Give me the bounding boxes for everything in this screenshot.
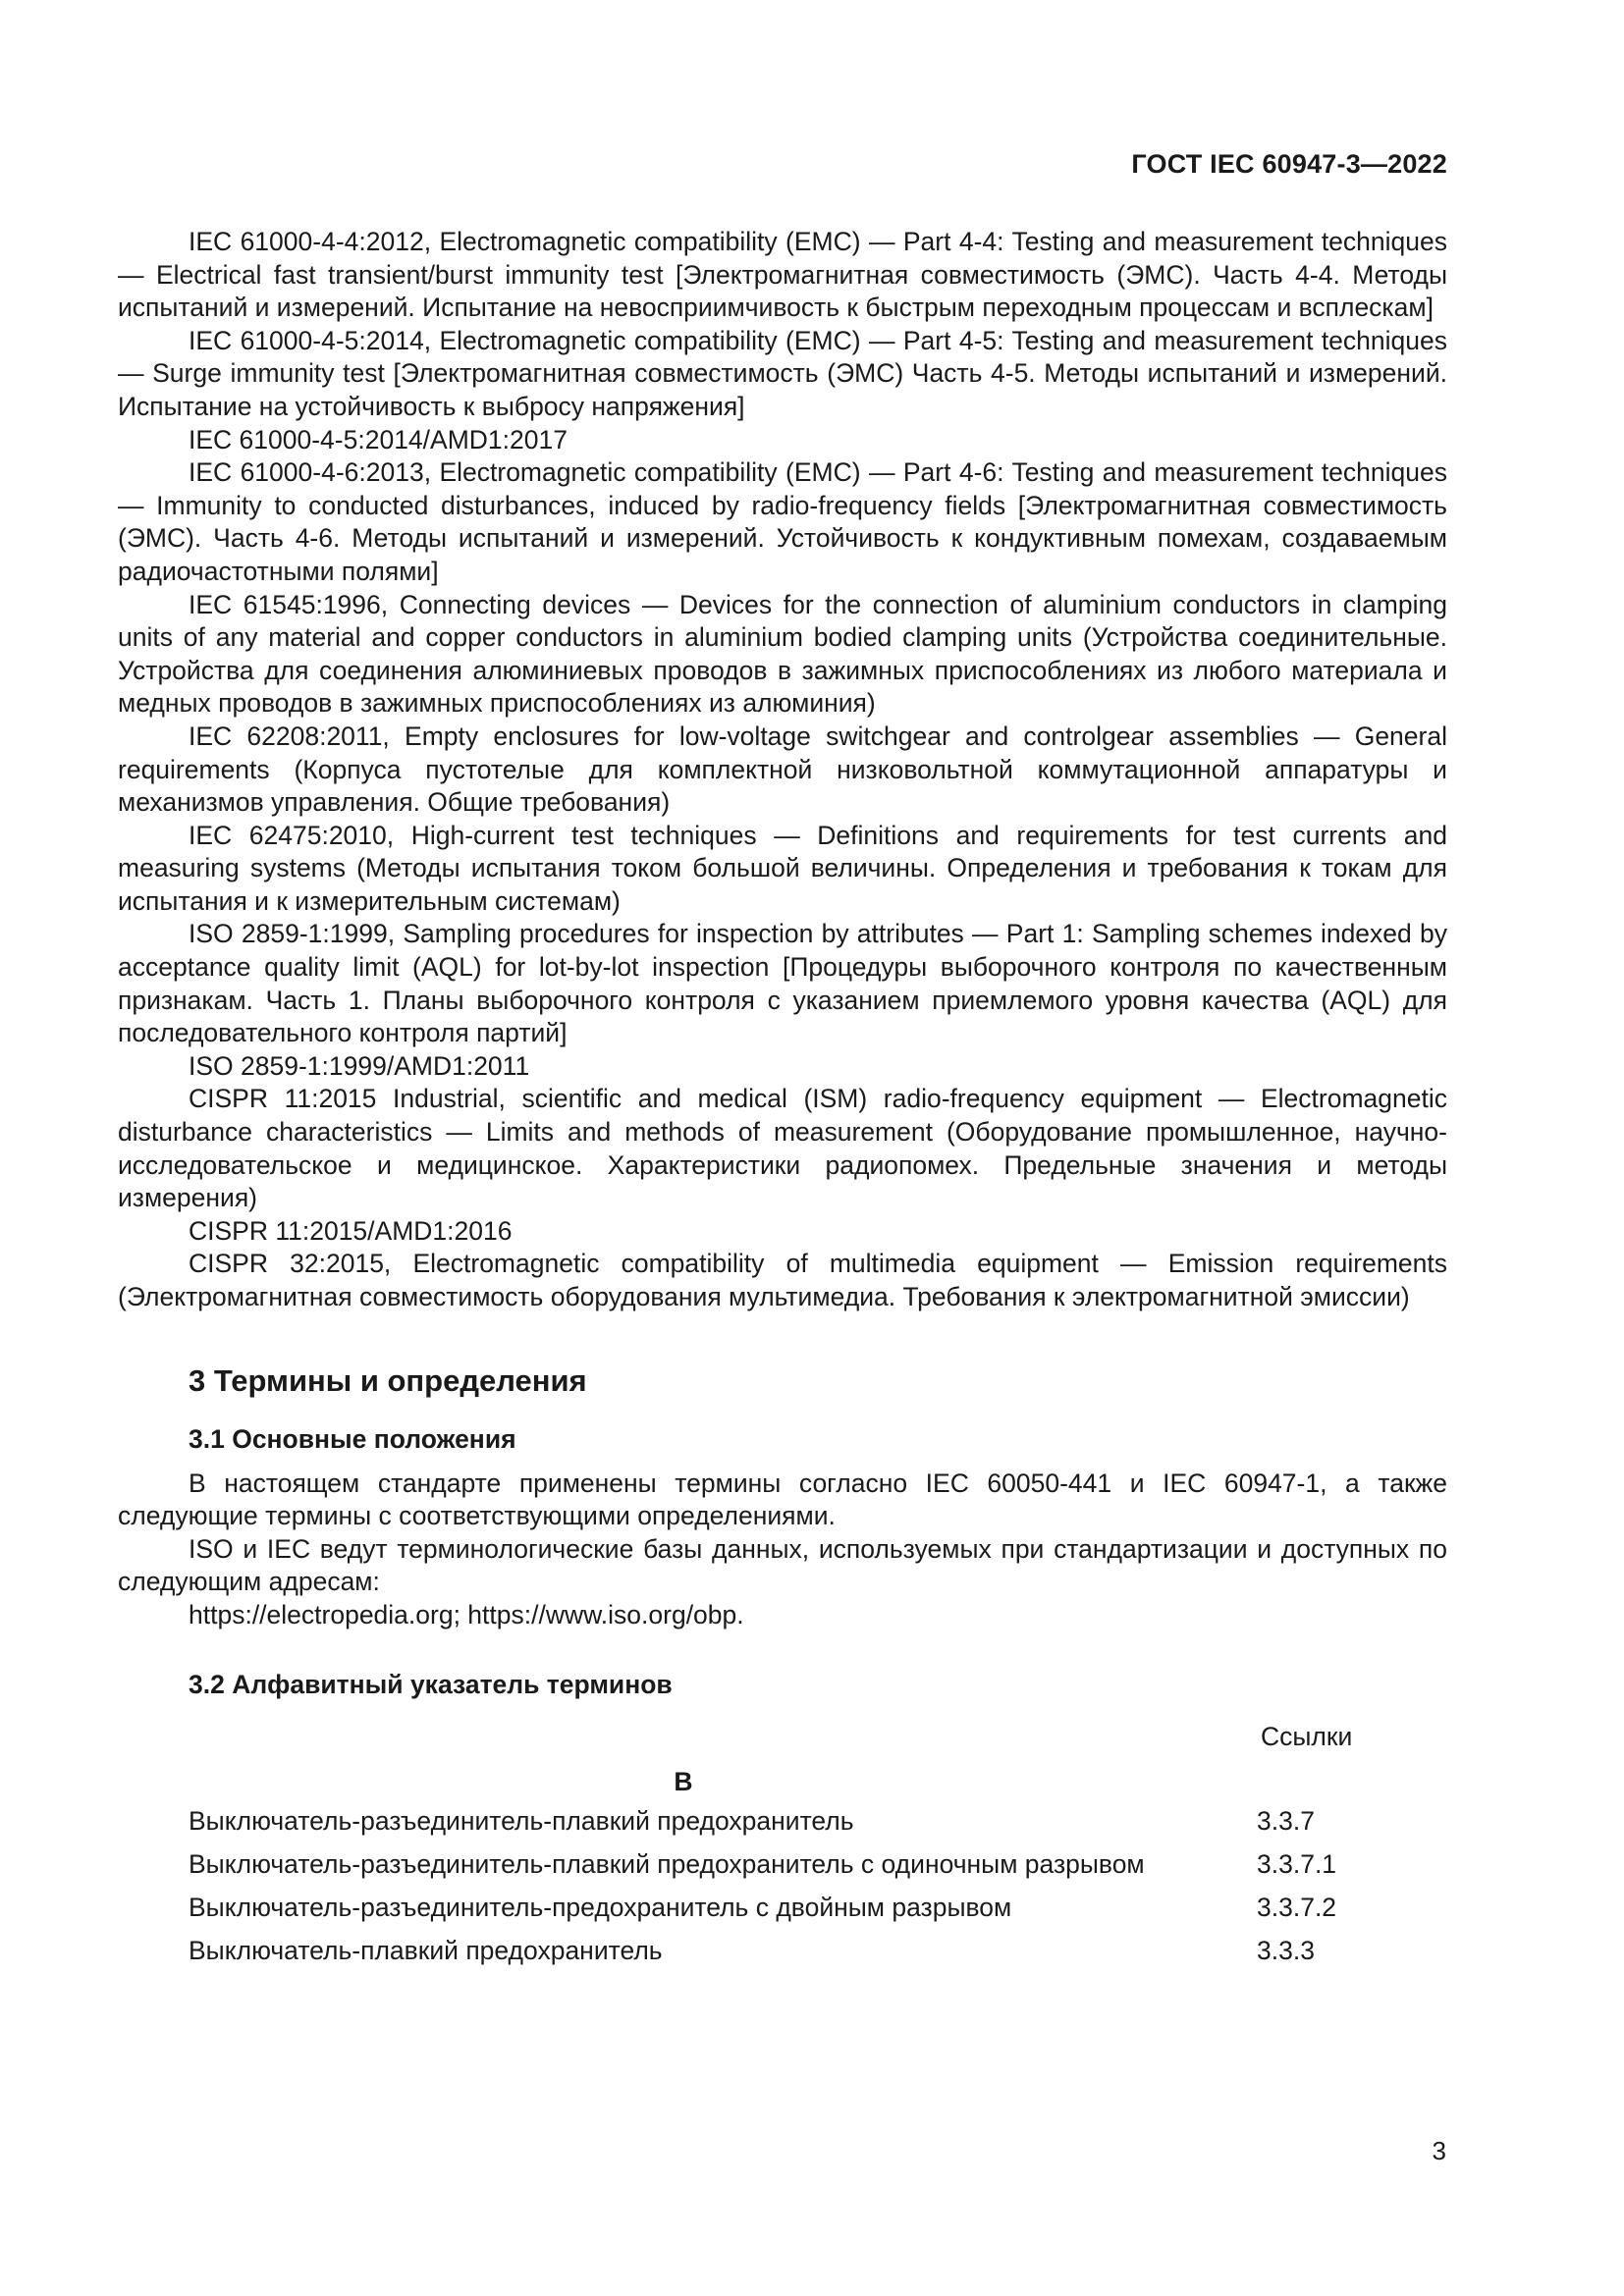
reference-item: IEC 61000-4-5:2014/AMD1:2017 xyxy=(189,424,568,454)
reference-item: IEC 61545:1996, Connecting devices — Devices for the connection of aluminium conductors in clamping units of any material and copper conductors in aluminium bodied clamping units (Устройства соединительные. Устройства для соединения алюминиевых проводов в зажимных приспособлениях из любого материала и медных проводов в зажимных приспособлениях из алюминия) xyxy=(118,589,1447,719)
index-letter: В xyxy=(674,1766,693,1796)
document-header-id: ГОСТ IEC 60947-3—2022 xyxy=(1131,149,1447,179)
index-term: Выключатель-плавкий предохранитель xyxy=(189,1935,663,1965)
index-entry xyxy=(118,1892,1447,1935)
reference-item: CISPR 11:2015 Industrial, scientific and medical (ISM) radio-frequency equipment — Electromagnetic disturbance characteristics — Limits and methods of measurement (Оборудование промышленное, научно-исследовательское и медицинское. Характеристики радиопомех. Предельные значения и методы измерения) xyxy=(118,1084,1447,1213)
index-ref: 3.3.3 xyxy=(1257,1935,1315,1965)
index-term: Выключатель-разъединитель-плавкий предохранитель с одиночным разрывом xyxy=(189,1848,1145,1879)
section-heading: 3 Термины и определения xyxy=(189,1362,587,1398)
reference-item: ISO 2859-1:1999/AMD1:2011 xyxy=(189,1050,530,1081)
reference-item: IEC 61000-4-6:2013, Electromagnetic compatibility (EMC) — Part 4-6: Testing and measurement techniques — Immunity to conducted disturbances, induced by radio-frequency fields [Электромагнитная совместимость (ЭМС). Часть 4-6. Методы испытаний и измерений. Устойчивость к кондуктивным помехам, создаваемым радиочастотными полями] xyxy=(118,457,1447,586)
document-body xyxy=(118,226,1447,1978)
reference-item: IEC 61000-4-4:2012, Electromagnetic compatibility (EMC) — Part 4-4: Testing and measurement techniques — Electrical fast transient/burst immunity test [Электромагнитная совместимость (ЭМС). Часть 4-4. Методы испытаний и измерений. Испытание на невосприимчивость к быстрым переходным процессам и всплескам] xyxy=(118,227,1447,323)
index-entry xyxy=(118,1805,1447,1848)
index-ref: 3.3.7.2 xyxy=(1257,1892,1337,1922)
reference-item: CISPR 11:2015/AMD1:2016 xyxy=(189,1215,513,1246)
reference-item: ISO 2859-1:1999, Sampling procedures for inspection by attributes — Part 1: Sampling schemes indexed by acceptance quality limit (AQL) for lot-by-lot inspection [Процедуры выборочного контроля по качественным признакам. Часть 1. Планы выборочного контроля с указанием приемлемого уровня качества (AQL) для последовательного контроля партий] xyxy=(118,919,1447,1048)
index-term: Выключатель-разъединитель-плавкий предохранитель xyxy=(189,1805,854,1836)
paragraph: В настоящем стандарте применены термины согласно IEC 60050-441 и IEC 60947-1, а также следующие термины с соответствующими определениями. xyxy=(118,1468,1447,1531)
index-entry xyxy=(118,1848,1447,1892)
paragraph: ISO и IEC ведут терминологические базы данных, используемых при стандартизации и доступных по следующим адресам: xyxy=(118,1533,1447,1597)
index-entry xyxy=(118,1935,1447,1978)
paragraph: https://electropedia.org; https://www.iso.org/obp. xyxy=(189,1599,744,1629)
references-column-header: Ссылки xyxy=(1261,1721,1353,1751)
index-ref: 3.3.7.1 xyxy=(1257,1848,1337,1879)
page-number: 3 xyxy=(1432,2136,1446,2165)
reference-item: IEC 62475:2010, High-current test techniques — Definitions and requirements for test currents and measuring systems (Методы испытания током большой величины. Определения и требования к токам для испытания и к измерительным системам) xyxy=(118,820,1447,916)
index-term: Выключатель-разъединитель-предохранитель с двойным разрывом xyxy=(189,1892,1012,1922)
subsection-heading: 3.2 Алфавитный указатель терминов xyxy=(189,1669,673,1699)
subsection-heading: 3.1 Основные положения xyxy=(189,1423,516,1454)
index-header-row xyxy=(118,1721,1447,1764)
normative-references-list xyxy=(118,226,1447,1314)
reference-item: IEC 62208:2011, Empty enclosures for low-voltage switchgear and controlgear assemblies — General requirements (Корпуса пустотелые для комплектной низковольтной коммутационной аппаратуры и механизмов управления. Общие требования) xyxy=(118,721,1447,818)
reference-item: IEC 61000-4-5:2014, Electromagnetic compatibility (EMC) — Part 4-5: Testing and measurement techniques — Surge immunity test [Электромагнитная совместимость (ЭМС) Часть 4-5. Методы испытаний и измерений. Испытание на устойчивость к выбросу напряжения] xyxy=(118,325,1447,421)
index-ref: 3.3.7 xyxy=(1257,1805,1315,1836)
reference-item: CISPR 32:2015, Electromagnetic compatibility of multimedia equipment — Emission requirements (Электромагнитная совместимость оборудования мультимедиа. Требования к электромагнитной эмиссии) xyxy=(118,1249,1447,1311)
